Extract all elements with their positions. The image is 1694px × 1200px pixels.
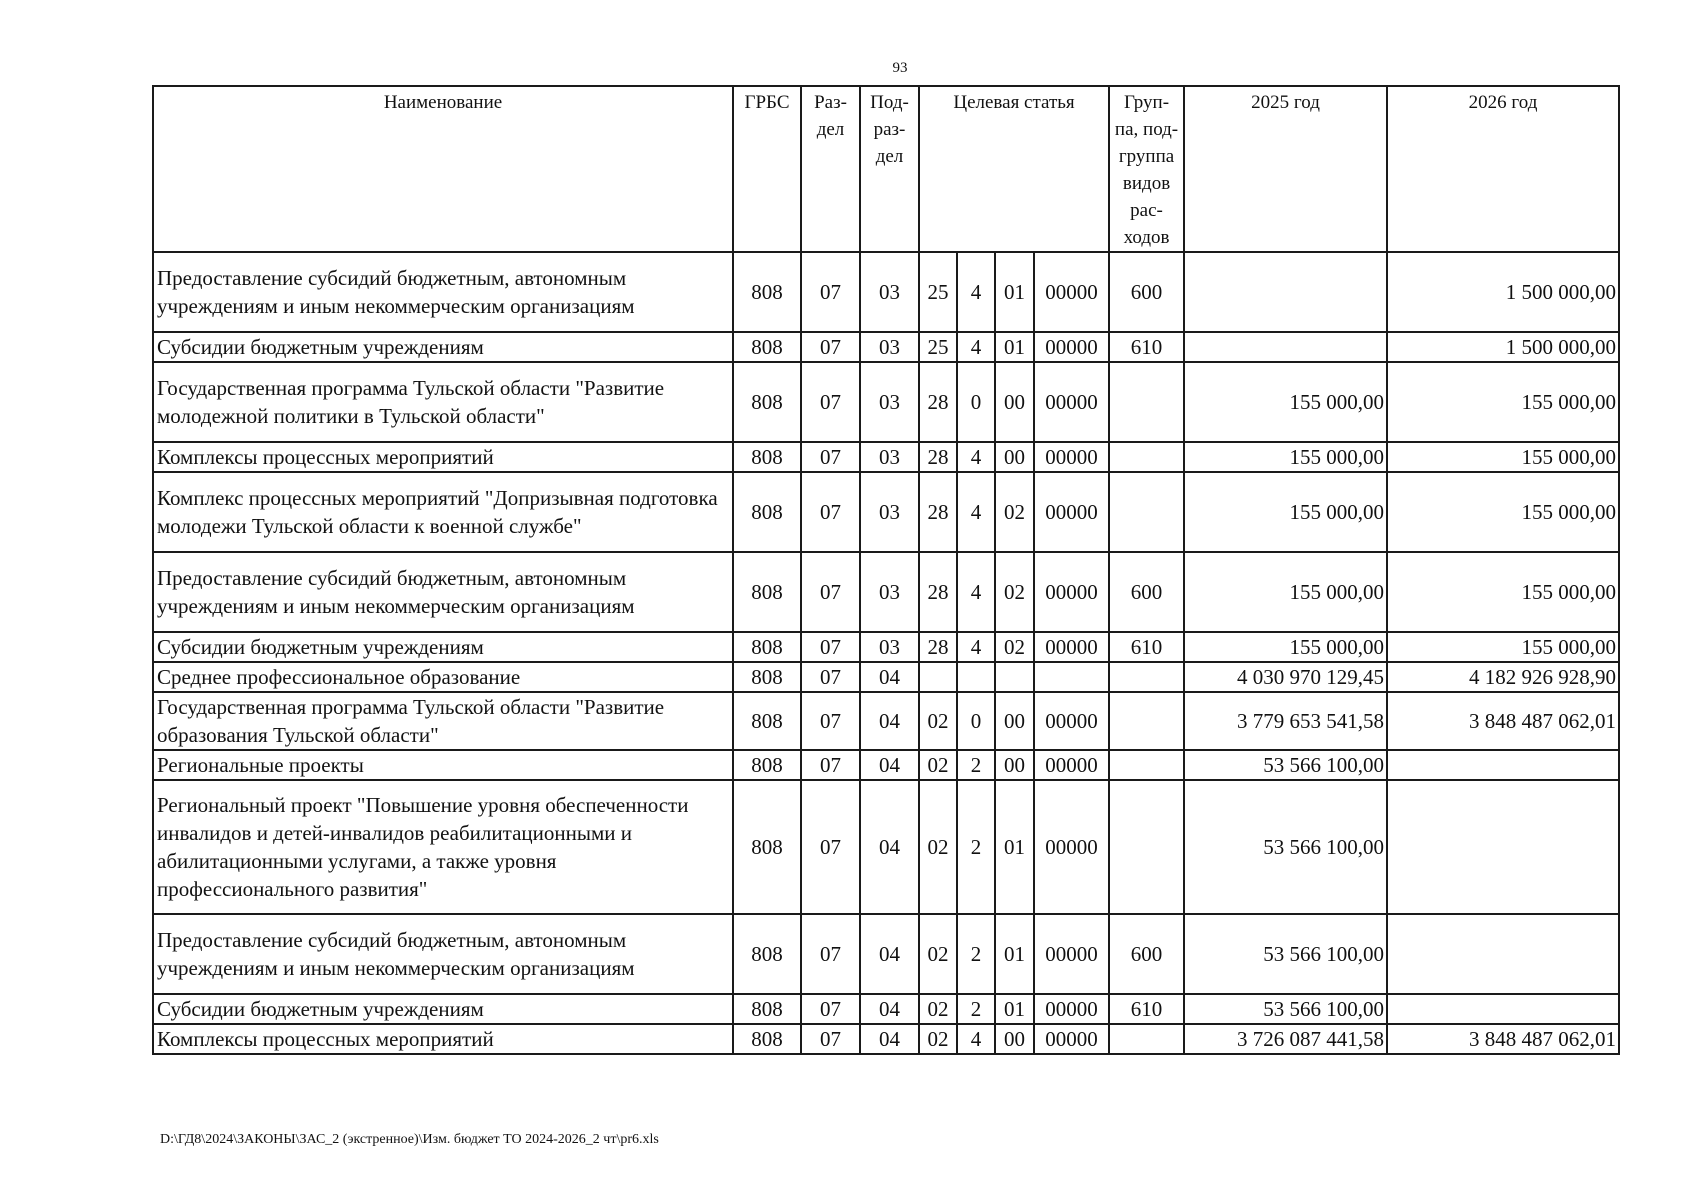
row-target-direction: 00000 bbox=[1034, 472, 1109, 552]
row-razdel: 07 bbox=[801, 332, 860, 362]
header-razdel: Раз- дел bbox=[801, 86, 860, 252]
row-target-item: 02 bbox=[995, 552, 1034, 632]
row-name: Государственная программа Тульской области "Развитие образования Тульской области" bbox=[153, 692, 733, 750]
row-target-direction: 00000 bbox=[1034, 1024, 1109, 1054]
row-target-type: 0 bbox=[957, 692, 995, 750]
row-target-program: 02 bbox=[919, 914, 957, 994]
row-grbs: 808 bbox=[733, 332, 801, 362]
row-expense-group bbox=[1109, 442, 1184, 472]
row-expense-group: 600 bbox=[1109, 552, 1184, 632]
row-expense-group bbox=[1109, 780, 1184, 914]
row-amount-2025: 155 000,00 bbox=[1184, 632, 1387, 662]
row-expense-group bbox=[1109, 750, 1184, 780]
row-amount-2025: 155 000,00 bbox=[1184, 552, 1387, 632]
row-amount-2025 bbox=[1184, 332, 1387, 362]
row-name: Предоставление субсидий бюджетным, автономным учреждениям и иным некоммерческим организациям bbox=[153, 914, 733, 994]
row-amount-2025: 3 779 653 541,58 bbox=[1184, 692, 1387, 750]
row-razdel: 07 bbox=[801, 552, 860, 632]
row-name: Региональный проект "Повышение уровня обеспеченности инвалидов и детей-инвалидов реабилитационными и абилитационными услугами, а также уровня профессионального развития" bbox=[153, 780, 733, 914]
row-grbs: 808 bbox=[733, 552, 801, 632]
row-podrazdel: 03 bbox=[860, 632, 919, 662]
row-target-item: 01 bbox=[995, 332, 1034, 362]
row-razdel: 07 bbox=[801, 750, 860, 780]
row-podrazdel: 04 bbox=[860, 994, 919, 1024]
row-grbs: 808 bbox=[733, 780, 801, 914]
row-target-direction: 00000 bbox=[1034, 750, 1109, 780]
row-amount-2026 bbox=[1387, 750, 1619, 780]
footer-file-path: D:\ГД8\2024\ЗАКОНЫ\ЗАС_2 (экстренное)\Изм. бюджет ТО 2024-2026_2 чт\pr6.xls bbox=[160, 1132, 659, 1147]
row-razdel: 07 bbox=[801, 994, 860, 1024]
row-name: Региональные проекты bbox=[153, 750, 733, 780]
row-amount-2025: 53 566 100,00 bbox=[1184, 750, 1387, 780]
row-target-direction bbox=[1034, 662, 1109, 692]
header-year-2026: 2026 год bbox=[1387, 86, 1619, 252]
row-target-item: 00 bbox=[995, 692, 1034, 750]
table-row bbox=[153, 552, 1619, 632]
row-name: Государственная программа Тульской области "Развитие молодежной политики в Тульской области" bbox=[153, 362, 733, 442]
row-target-item: 00 bbox=[995, 362, 1034, 442]
table-row bbox=[153, 780, 1619, 914]
row-amount-2025: 53 566 100,00 bbox=[1184, 994, 1387, 1024]
table-row bbox=[153, 750, 1619, 780]
row-target-program: 28 bbox=[919, 552, 957, 632]
table-row bbox=[153, 662, 1619, 692]
row-target-direction: 00000 bbox=[1034, 994, 1109, 1024]
row-podrazdel: 04 bbox=[860, 780, 919, 914]
row-amount-2025: 3 726 087 441,58 bbox=[1184, 1024, 1387, 1054]
row-amount-2026: 155 000,00 bbox=[1387, 632, 1619, 662]
header-year-2025: 2025 год bbox=[1184, 86, 1387, 252]
row-grbs: 808 bbox=[733, 472, 801, 552]
row-target-program: 02 bbox=[919, 750, 957, 780]
row-target-direction: 00000 bbox=[1034, 362, 1109, 442]
row-name: Субсидии бюджетным учреждениям bbox=[153, 332, 733, 362]
row-target-item bbox=[995, 662, 1034, 692]
row-name: Комплекс процессных мероприятий "Допризывная подготовка молодежи Тульской области к военной службе" bbox=[153, 472, 733, 552]
row-name: Предоставление субсидий бюджетным, автономным учреждениям и иным некоммерческим организациям bbox=[153, 552, 733, 632]
row-target-direction: 00000 bbox=[1034, 780, 1109, 914]
row-target-type: 4 bbox=[957, 632, 995, 662]
row-target-item: 02 bbox=[995, 632, 1034, 662]
row-target-item: 01 bbox=[995, 780, 1034, 914]
row-amount-2026: 155 000,00 bbox=[1387, 552, 1619, 632]
row-name: Субсидии бюджетным учреждениям bbox=[153, 632, 733, 662]
row-target-item: 01 bbox=[995, 994, 1034, 1024]
row-podrazdel: 04 bbox=[860, 692, 919, 750]
table-row bbox=[153, 332, 1619, 362]
row-amount-2026 bbox=[1387, 914, 1619, 994]
row-amount-2025: 155 000,00 bbox=[1184, 362, 1387, 442]
row-podrazdel: 04 bbox=[860, 750, 919, 780]
row-target-program: 25 bbox=[919, 332, 957, 362]
row-expense-group: 610 bbox=[1109, 332, 1184, 362]
row-expense-group: 610 bbox=[1109, 994, 1184, 1024]
row-target-program: 02 bbox=[919, 994, 957, 1024]
row-grbs: 808 bbox=[733, 362, 801, 442]
row-grbs: 808 bbox=[733, 442, 801, 472]
table-body bbox=[153, 252, 1619, 1054]
row-razdel: 07 bbox=[801, 632, 860, 662]
row-podrazdel: 03 bbox=[860, 442, 919, 472]
row-target-item: 00 bbox=[995, 1024, 1034, 1054]
row-target-direction: 00000 bbox=[1034, 252, 1109, 332]
row-target-direction: 00000 bbox=[1034, 914, 1109, 994]
row-target-direction: 00000 bbox=[1034, 442, 1109, 472]
row-amount-2025: 53 566 100,00 bbox=[1184, 780, 1387, 914]
row-amount-2026: 155 000,00 bbox=[1387, 442, 1619, 472]
row-target-program: 28 bbox=[919, 472, 957, 552]
row-razdel: 07 bbox=[801, 914, 860, 994]
row-amount-2026: 155 000,00 bbox=[1387, 362, 1619, 442]
row-target-program: 02 bbox=[919, 692, 957, 750]
row-amount-2026: 1 500 000,00 bbox=[1387, 252, 1619, 332]
row-expense-group: 610 bbox=[1109, 632, 1184, 662]
row-target-type: 2 bbox=[957, 994, 995, 1024]
row-target-type: 4 bbox=[957, 472, 995, 552]
table-row bbox=[153, 1024, 1619, 1054]
row-amount-2026: 1 500 000,00 bbox=[1387, 332, 1619, 362]
row-grbs: 808 bbox=[733, 1024, 801, 1054]
row-target-type: 4 bbox=[957, 552, 995, 632]
row-target-type: 4 bbox=[957, 442, 995, 472]
row-razdel: 07 bbox=[801, 362, 860, 442]
table-row bbox=[153, 632, 1619, 662]
row-target-type: 2 bbox=[957, 750, 995, 780]
row-target-program: 02 bbox=[919, 1024, 957, 1054]
row-target-item: 00 bbox=[995, 442, 1034, 472]
table-header-row bbox=[153, 86, 1619, 252]
table-row bbox=[153, 472, 1619, 552]
row-razdel: 07 bbox=[801, 252, 860, 332]
table-row bbox=[153, 442, 1619, 472]
row-target-program: 02 bbox=[919, 780, 957, 914]
row-target-type: 2 bbox=[957, 780, 995, 914]
row-target-item: 00 bbox=[995, 750, 1034, 780]
row-podrazdel: 03 bbox=[860, 362, 919, 442]
row-amount-2025: 53 566 100,00 bbox=[1184, 914, 1387, 994]
row-grbs: 808 bbox=[733, 632, 801, 662]
row-name: Комплексы процессных мероприятий bbox=[153, 442, 733, 472]
row-amount-2026 bbox=[1387, 994, 1619, 1024]
row-grbs: 808 bbox=[733, 662, 801, 692]
row-podrazdel: 03 bbox=[860, 252, 919, 332]
row-expense-group bbox=[1109, 362, 1184, 442]
header-name: Наименование bbox=[153, 86, 733, 252]
row-target-program bbox=[919, 662, 957, 692]
row-grbs: 808 bbox=[733, 692, 801, 750]
row-expense-group: 600 bbox=[1109, 914, 1184, 994]
header-podrazdel: Под- раз- дел bbox=[860, 86, 919, 252]
row-amount-2026: 4 182 926 928,90 bbox=[1387, 662, 1619, 692]
row-target-program: 28 bbox=[919, 442, 957, 472]
row-target-item: 01 bbox=[995, 914, 1034, 994]
table-row bbox=[153, 252, 1619, 332]
row-target-program: 28 bbox=[919, 632, 957, 662]
row-target-type: 4 bbox=[957, 252, 995, 332]
header-target-article: Целевая статья bbox=[919, 86, 1109, 252]
row-amount-2026: 3 848 487 062,01 bbox=[1387, 1024, 1619, 1054]
row-target-direction: 00000 bbox=[1034, 332, 1109, 362]
row-grbs: 808 bbox=[733, 914, 801, 994]
header-expense-group: Груп- па, под- группа видов рас- ходов bbox=[1109, 86, 1184, 252]
row-razdel: 07 bbox=[801, 692, 860, 750]
row-expense-group bbox=[1109, 662, 1184, 692]
row-expense-group bbox=[1109, 692, 1184, 750]
table-row bbox=[153, 692, 1619, 750]
row-podrazdel: 04 bbox=[860, 662, 919, 692]
row-expense-group bbox=[1109, 1024, 1184, 1054]
page-number: 93 bbox=[892, 60, 908, 76]
row-grbs: 808 bbox=[733, 252, 801, 332]
row-podrazdel: 03 bbox=[860, 552, 919, 632]
table-row bbox=[153, 362, 1619, 442]
row-target-type: 4 bbox=[957, 332, 995, 362]
table-row bbox=[153, 914, 1619, 994]
row-podrazdel: 04 bbox=[860, 914, 919, 994]
budget-table bbox=[152, 85, 1620, 1055]
row-amount-2025: 4 030 970 129,45 bbox=[1184, 662, 1387, 692]
table-row bbox=[153, 994, 1619, 1024]
row-target-program: 28 bbox=[919, 362, 957, 442]
row-target-type: 0 bbox=[957, 362, 995, 442]
row-target-type: 4 bbox=[957, 1024, 995, 1054]
row-amount-2026: 155 000,00 bbox=[1387, 472, 1619, 552]
row-name: Субсидии бюджетным учреждениям bbox=[153, 994, 733, 1024]
row-name: Комплексы процессных мероприятий bbox=[153, 1024, 733, 1054]
row-target-item: 02 bbox=[995, 472, 1034, 552]
row-name: Среднее профессиональное образование bbox=[153, 662, 733, 692]
row-target-direction: 00000 bbox=[1034, 632, 1109, 662]
row-amount-2025 bbox=[1184, 252, 1387, 332]
row-podrazdel: 04 bbox=[860, 1024, 919, 1054]
row-target-program: 25 bbox=[919, 252, 957, 332]
row-razdel: 07 bbox=[801, 472, 860, 552]
row-grbs: 808 bbox=[733, 750, 801, 780]
row-grbs: 808 bbox=[733, 994, 801, 1024]
row-amount-2025: 155 000,00 bbox=[1184, 442, 1387, 472]
row-amount-2026 bbox=[1387, 780, 1619, 914]
row-razdel: 07 bbox=[801, 442, 860, 472]
row-amount-2026: 3 848 487 062,01 bbox=[1387, 692, 1619, 750]
row-podrazdel: 03 bbox=[860, 332, 919, 362]
row-expense-group bbox=[1109, 472, 1184, 552]
row-razdel: 07 bbox=[801, 780, 860, 914]
row-expense-group: 600 bbox=[1109, 252, 1184, 332]
row-name: Предоставление субсидий бюджетным, автономным учреждениям и иным некоммерческим организациям bbox=[153, 252, 733, 332]
header-grbs: ГРБС bbox=[733, 86, 801, 252]
row-target-direction: 00000 bbox=[1034, 692, 1109, 750]
row-target-type: 2 bbox=[957, 914, 995, 994]
row-target-direction: 00000 bbox=[1034, 552, 1109, 632]
row-amount-2025: 155 000,00 bbox=[1184, 472, 1387, 552]
row-target-type bbox=[957, 662, 995, 692]
row-podrazdel: 03 bbox=[860, 472, 919, 552]
row-razdel: 07 bbox=[801, 662, 860, 692]
row-razdel: 07 bbox=[801, 1024, 860, 1054]
row-target-item: 01 bbox=[995, 252, 1034, 332]
